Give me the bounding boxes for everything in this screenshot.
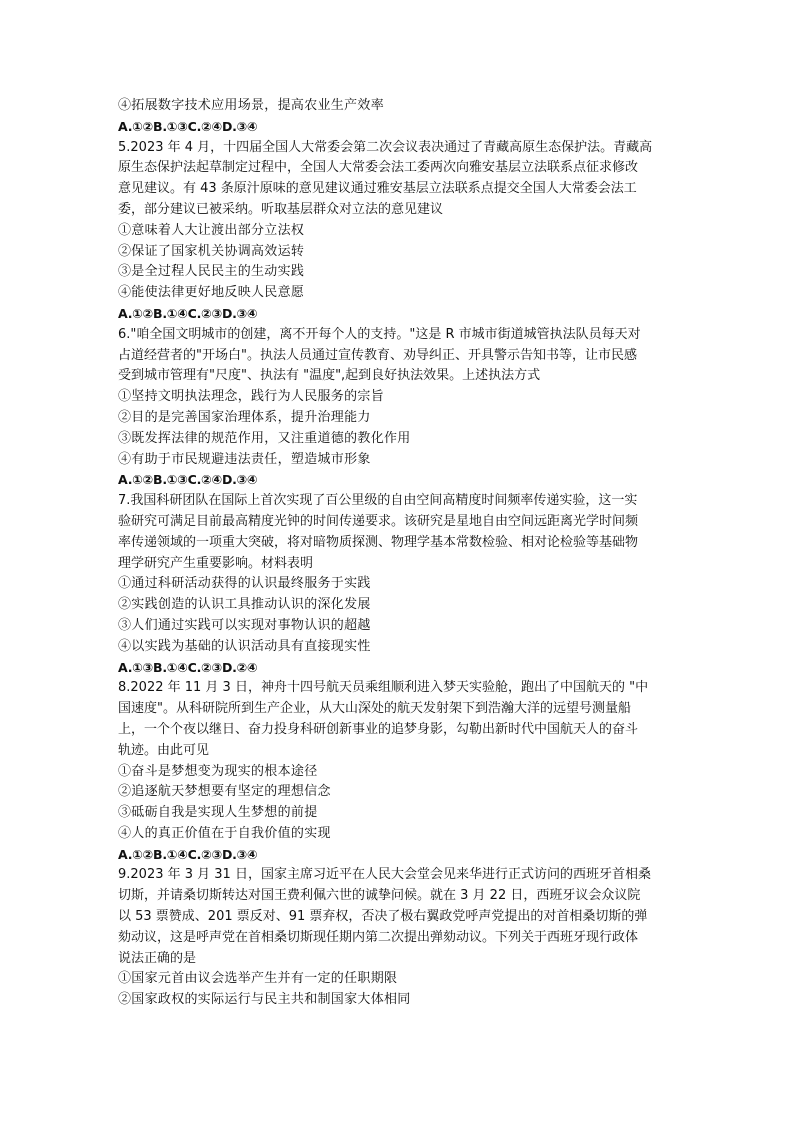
q9-stem-line-4: 劾动议，这是呼声党在首相桑切斯现任期内第二次提出弹劾动议。下列关于西班牙现行政体 (118, 929, 639, 945)
q8-option-2: ②追逐航天梦想要有坚定的理想信念 (118, 784, 331, 800)
q6-option-2: ②目的是完善国家治理体系，提升治理能力 (118, 409, 371, 425)
q9-stem-line-5: 说法正确的是 (118, 950, 197, 966)
q7-option-4: ④以实践为基础的认识活动具有直接现实性 (118, 638, 371, 654)
q9-option-1: ①国家元首由议会选举产生并有一定的任职期限 (118, 971, 398, 987)
q8-stem-line-2: 国速度"。从科研院所到生产企业，从大山深处的航天发射架下到浩瀚大洋的远望号测量船 (118, 701, 631, 717)
q7-stem-line-4: 理学研究产生重要影响。材料表明 (118, 555, 314, 571)
q7-stem-line-2: 验研究可满足目前最高精度光钟的时间传递要求。该研究是星地自由空间远距离光学时间频 (118, 513, 639, 529)
question-6 (118, 325, 678, 491)
q5-option-1: ①意味着人大让渡出部分立法权 (118, 222, 305, 238)
q9-stem-line-1: 9.2023 年 3 月 31 日，国家主席习近平在人民大会堂会见来华进行正式访问的西班牙首相桑 (118, 867, 651, 883)
q5-answer-choices: A.①②B.①④C.②③D.③④ (118, 305, 258, 321)
q5-option-3: ③是全过程人民民主的生动实践 (118, 264, 305, 280)
q8-option-1: ①奋斗是梦想变为现实的根本途径 (118, 763, 318, 779)
q7-answer-choices: A.①③B.①④C.②③D.②④ (118, 659, 258, 675)
q7-stem-line-3: 率传递领域的一项重大突破，将对暗物质探测、物理学基本常数检验、相对论检验等基础物 (118, 534, 639, 550)
q9-stem-line-2: 切斯，并请桑切斯转达对国王费利佩六世的诚挚问候。就在 3 月 22 日，西班牙议会众议院 (118, 888, 641, 904)
q6-option-3: ③既发挥法律的规范作用，又注重道德的教化作用 (118, 430, 411, 446)
q5-stem-line-3: 意见建议。有 43 条原汁原味的意见建议通过雅安基层立法联系点提交全国人大常委会法工 (118, 181, 637, 197)
exam-page (118, 96, 678, 1011)
q8-option-4: ④人的真正价值在于自我价值的实现 (118, 825, 331, 841)
question-5 (118, 138, 678, 325)
q8-answer-choices: A.①②B.①④C.②③D.③④ (118, 846, 258, 862)
question-8 (118, 678, 678, 865)
q6-answer-choices: A.①②B.①③C.②④D.③④ (118, 472, 258, 488)
q7-option-2: ②实践创造的认识工具推动认识的深化发展 (118, 597, 371, 613)
q5-stem-line-2: 原生态保护法起草制定过程中，全国人大常委会法工委两次向雅安基层立法联系点征求修改 (118, 160, 639, 176)
q6-stem-line-1: 6."咱全国文明城市的创建，离不开每个人的支持。"这是 R 市城市街道城管执法队员每天对 (118, 326, 641, 342)
q6-stem-line-2: 占道经营者的"开场白"。执法人员通过宣传教育、劝导纠正、开具警示告知书等，让市民感 (118, 347, 637, 363)
q4-answer-choices: A.①②B.①③C.②④D.③④ (118, 118, 258, 134)
q6-option-1: ①坚持文明执法理念，践行为人民服务的宗旨 (118, 389, 385, 405)
q8-stem-line-3: 上，一个个夜以继日、奋力投身科研创新事业的追梦身影，勾勒出新时代中国航天人的奋斗 (118, 721, 639, 737)
q9-option-2: ②国家政权的实际运行与民主共和制国家大体相同 (118, 992, 411, 1008)
q8-option-3: ③砥砺自我是实现人生梦想的前提 (118, 805, 318, 821)
q5-option-4: ④能使法律更好地反映人民意愿 (118, 285, 305, 301)
q8-stem-line-4: 轨迹。由此可见 (118, 742, 210, 758)
q5-option-2: ②保证了国家机关协调高效运转 (118, 243, 305, 259)
q8-stem-line-1: 8.2022 年 11 月 3 日，神舟十四号航天员乘组顺利进入梦天实验舱，跑出了中国航天的 "中 (118, 680, 649, 696)
q7-stem-line-1: 7.我国科研团队在国际上首次实现了百公里级的自由空间高精度时间频率传递实验，这一实 (118, 493, 638, 509)
q9-stem-line-3: 以 53 票赞成、201 票反对、91 票弃权，否决了极右翼政党呼声党提出的对首相桑切斯的弹 (118, 909, 648, 925)
q5-stem-line-1: 5.2023 年 4 月，十四届全国人大常委会第二次会议表决通过了青藏高原生态保护法。青藏高 (118, 139, 653, 155)
q6-stem-line-3: 受到城市管理有"尺度"、执法有 "温度",起到良好执法效果。上述执法方式 (118, 368, 541, 384)
question-4-tail (118, 96, 678, 138)
q7-option-1: ①通过科研活动获得的认识最终服务于实践 (118, 576, 371, 592)
q7-option-3: ③人们通过实践可以实现对事物认识的超越 (118, 617, 371, 633)
q5-stem-line-4: 委，部分建议已被采纳。听取基层群众对立法的意见建议 (118, 201, 444, 217)
question-9 (118, 865, 678, 1011)
question-7 (118, 491, 678, 678)
q6-option-4: ④有助于市民规避违法责任，塑造城市形象 (118, 451, 371, 467)
q4-option-4: ④拓展数字技术应用场景，提高农业生产效率 (118, 98, 385, 113)
